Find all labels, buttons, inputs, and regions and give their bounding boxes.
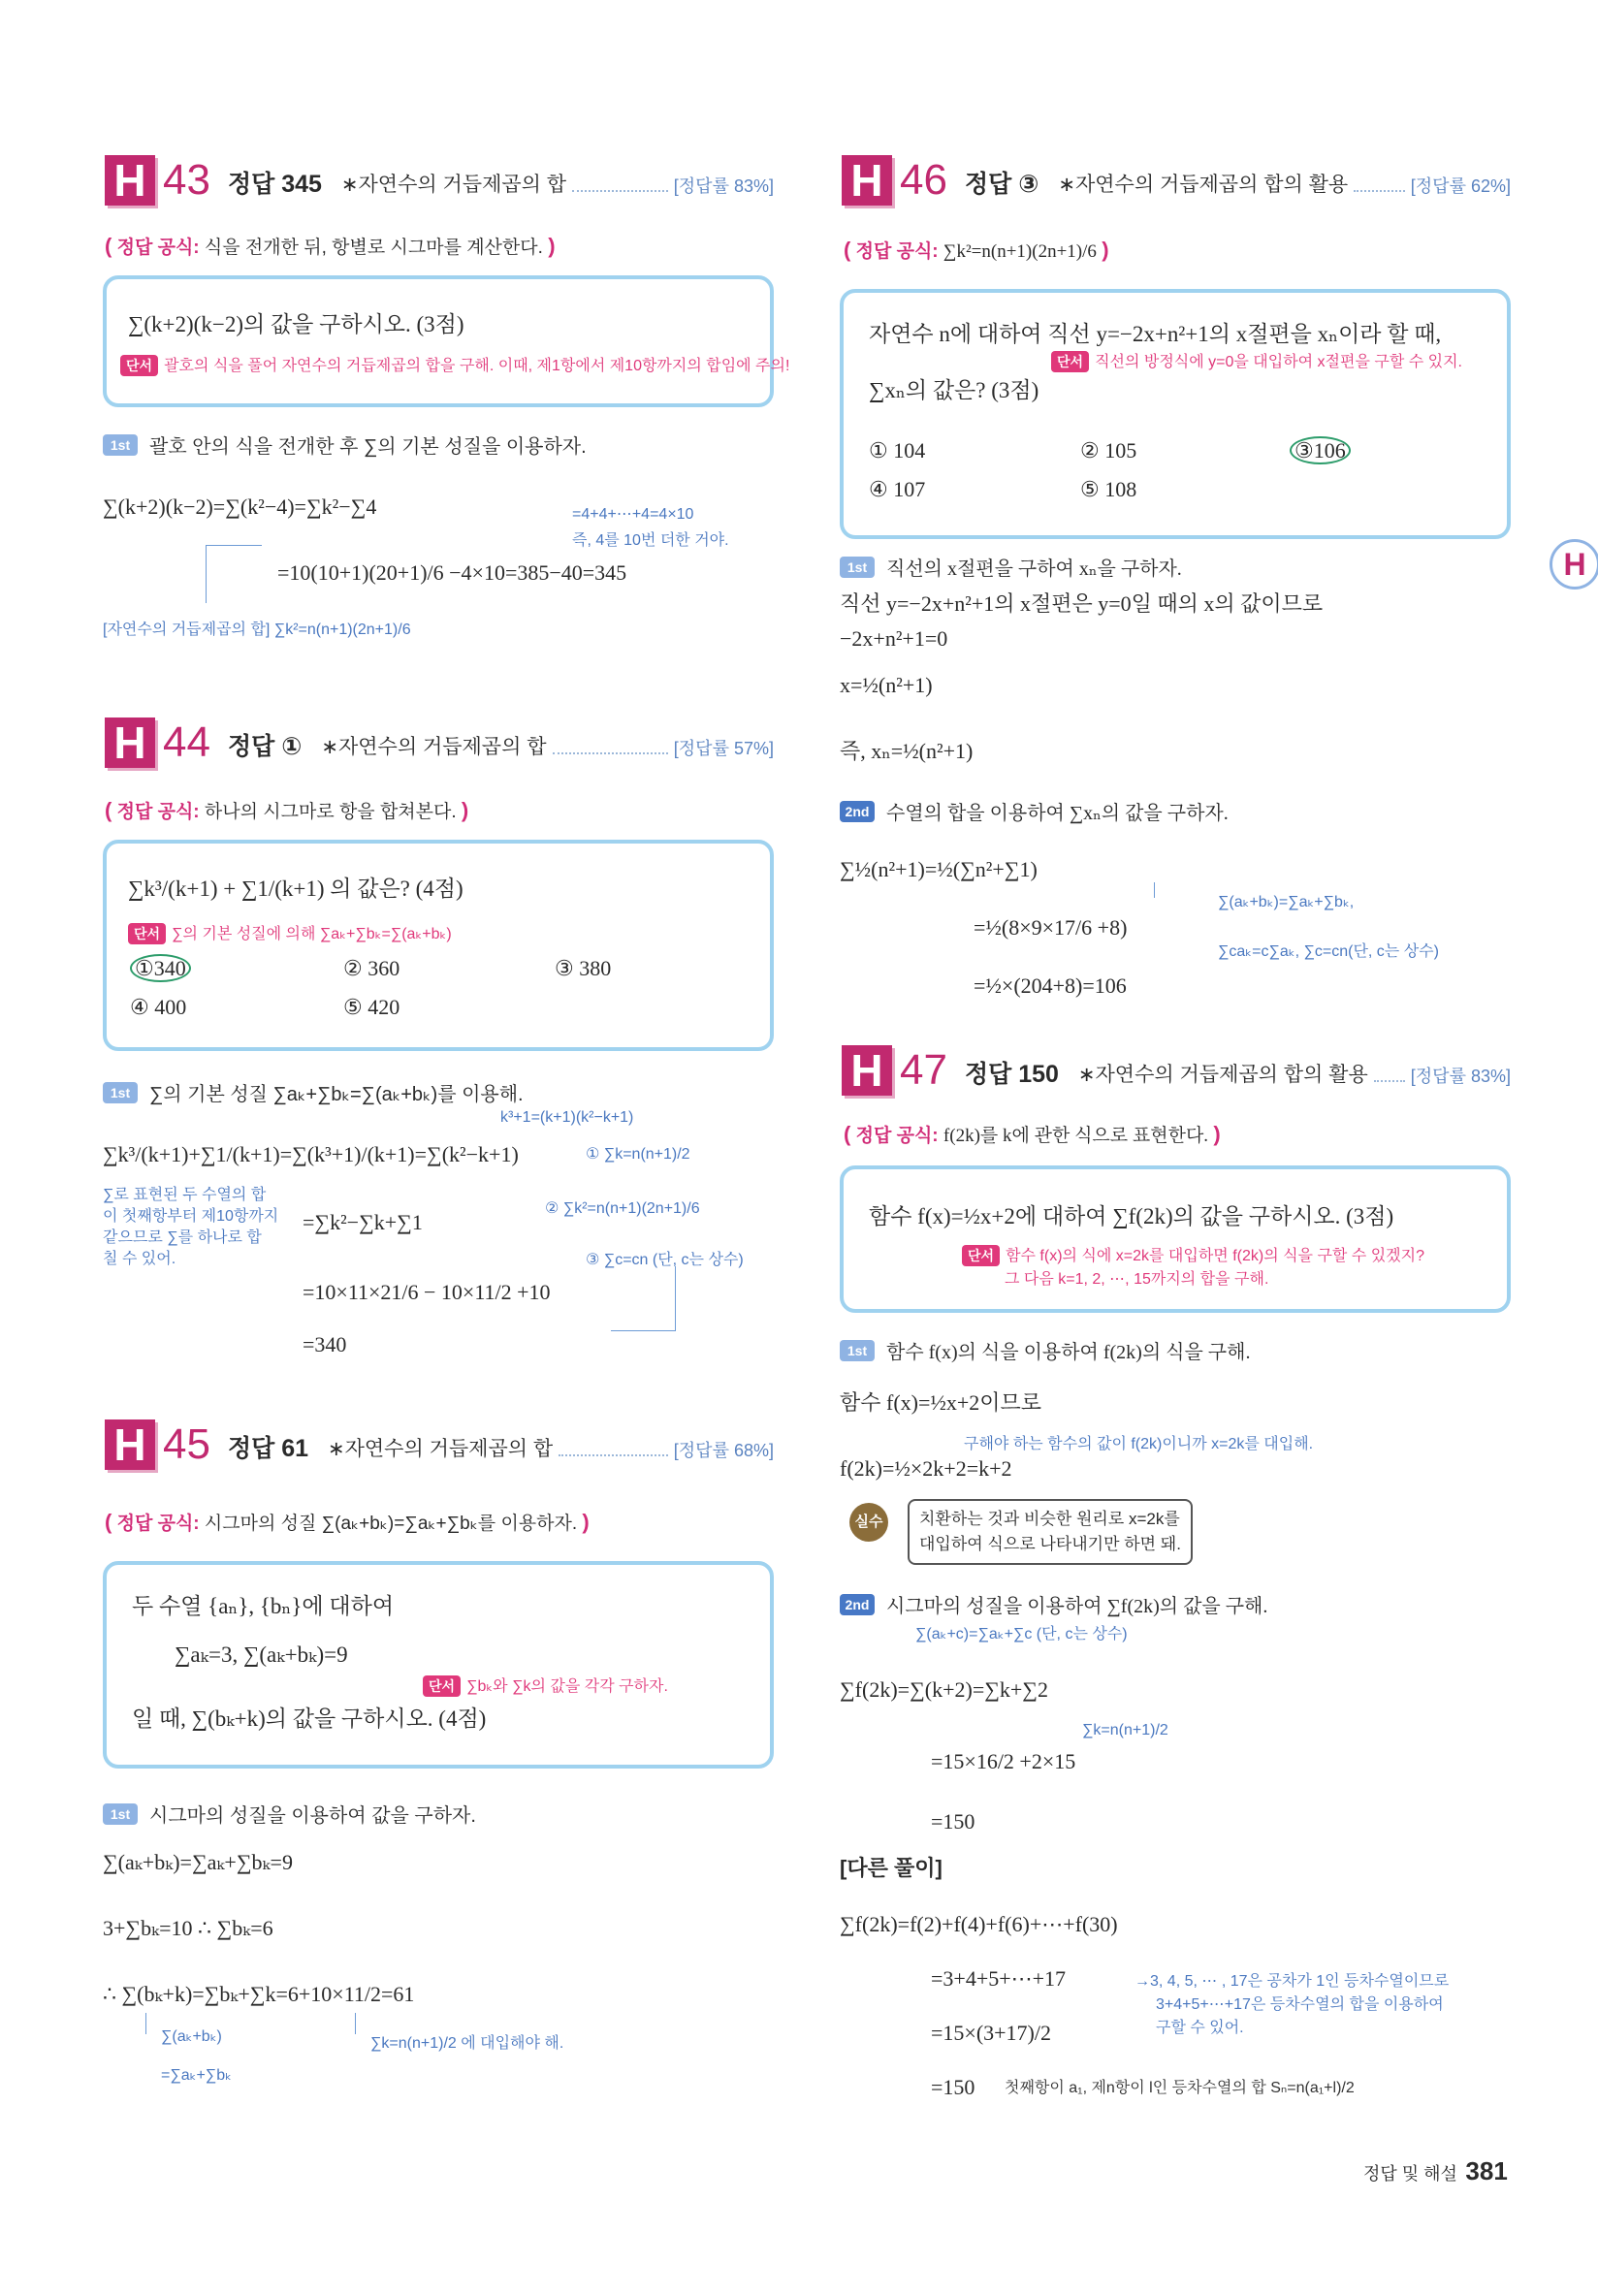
equation: =340 [303, 1332, 347, 1356]
problem-code-badge: H [105, 1419, 155, 1470]
annotation: 3+4+5+⋯+17은 등차수열의 합을 이용하여 [1156, 1996, 1444, 2013]
annotation: ∑caₖ=c∑aₖ, ∑c=cn(단, c는 상수) [1218, 943, 1439, 960]
answer-formula: ( 정답 공식: 시그마의 성질 ∑(aₖ+bₖ)=∑aₖ+∑bₖ를 이용하자. ) [105, 1510, 590, 1534]
question-text: ∑(k+2)(k−2)의 값을 구하시오. (3점) [128, 312, 464, 336]
choice-3[interactable] [1290, 438, 1351, 463]
question-text: 두 수열 {aₙ}, {bₙ}에 대하여 [132, 1594, 395, 1618]
annotation: ∑(aₖ+bₖ) [161, 2028, 222, 2045]
hint-text: 괄호의 식을 풀어 자연수의 거듭제곱의 합을 구해. 이때, 제1항에서 제10항까지의 합임에 주의! [164, 358, 790, 374]
hint [120, 353, 789, 376]
step-2 [840, 797, 1229, 825]
choice-2[interactable]: ② 105 [1080, 438, 1137, 462]
page-number: 381 [1465, 2156, 1508, 2185]
annotation: 구해야 하는 함수의 값이 f(2k)이니까 x=2k를 대입해. [964, 1436, 1314, 1452]
step-1 [103, 1800, 476, 1828]
problem-code-badge: H [105, 718, 155, 768]
formula-label: 정답 공식: [116, 238, 200, 258]
topic-label: ∗자연수의 거듭제곱의 합 [340, 174, 567, 196]
equation: f(2k)=½×2k+2=k+2 [840, 1456, 1012, 1481]
dotted-leader [572, 190, 668, 192]
annotation: k³+1=(k+1)(k²−k+1) [500, 1109, 634, 1126]
side-note [103, 1185, 278, 1270]
step-1 [103, 1078, 524, 1106]
problem-code-badge: H [842, 155, 892, 206]
choice-3[interactable]: ③ 380 [555, 956, 612, 980]
equation: =½(8×9×17/6 +8) [974, 915, 1128, 940]
topic-label: ∗자연수의 거듭제곱의 합의 활용 [1077, 1064, 1368, 1086]
annotation: ③ ∑c=cn (단, c는 상수) [586, 1252, 744, 1268]
hint-line-2: 그 다음 k=1, 2, ⋯, 15까지의 합을 구해. [1005, 1271, 1269, 1288]
step-text: 시그마의 성질을 이용하여 값을 구하자. [149, 1805, 476, 1827]
choice-4[interactable]: ④ 400 [130, 995, 187, 1019]
question-text: 함수 f(x)=½x+2에 대하여 ∑f(2k)의 값을 구하시오. (3점) [869, 1204, 1394, 1228]
bracket-line [206, 545, 262, 546]
question-text: 자연수 n에 대하여 직선 y=−2x+n²+1의 x절편을 xₙ이라 할 때, [869, 322, 1442, 346]
question-text: ∑xₙ의 값은? (3점) [869, 378, 1039, 402]
problem-code-badge: H [842, 1045, 892, 1096]
equation: =15×16/2 +2×15 [931, 1749, 1076, 1773]
formula-text: 시그마의 성질 ∑(aₖ+bₖ)=∑aₖ+∑bₖ를 이용하자. [204, 1514, 578, 1534]
dotted-leader [553, 752, 668, 754]
formula-label: 정답 공식: [855, 241, 939, 262]
problem-code-badge: H [105, 155, 155, 206]
side-note-line: ∑로 표현된 두 수열의 합 [103, 1187, 267, 1203]
step-tag-1st: 1st [103, 1082, 138, 1103]
problem-43-header [105, 155, 774, 206]
answer-label: 정답 345 [227, 171, 322, 198]
problem-44-header [105, 718, 774, 768]
equation: 3+∑bₖ=10 ∴ ∑bₖ=6 [103, 1916, 273, 1940]
question-box [103, 275, 774, 407]
equation: ∴ ∑(bₖ+k)=∑bₖ+∑k=6+10×11/2=61 [103, 1982, 415, 2006]
equation: ∑(aₖ+bₖ)=∑aₖ+∑bₖ=9 [103, 1850, 293, 1874]
annotation: =4+4+⋯+4=4×10 [572, 506, 694, 523]
equation: ∑k³/(k+1)+∑1/(k+1)=∑(k³+1)/(k+1)=∑(k²−k+1) [103, 1142, 519, 1166]
section-tab-h: H [1550, 539, 1598, 590]
problem-47-header [842, 1045, 1511, 1096]
choice-label: ①340 [130, 954, 191, 982]
step-tag-1st: 1st [840, 1340, 875, 1361]
dotted-leader [559, 1454, 668, 1456]
step-1 [840, 553, 1182, 581]
equation: 즉, xₙ=½(n²+1) [840, 739, 974, 763]
annotation: [자연수의 거듭제곱의 합] ∑k²=n(n+1)(2n+1)/6 [103, 622, 411, 638]
equation: =150 [931, 1809, 975, 1834]
choice-5[interactable]: ⑤ 420 [343, 995, 400, 1019]
equation: 함수 f(x)=½x+2이므로 [840, 1390, 1042, 1415]
equation: ∑(k+2)(k−2)=∑(k²−4)=∑k²−∑4 [103, 494, 377, 519]
equation: ∑f(2k)=f(2)+f(4)+f(6)+⋯+f(30) [840, 1912, 1118, 1936]
step-text: 괄호 안의 식을 전개한 후 ∑의 기본 성질을 이용하자. [149, 436, 587, 458]
equation: =10×11×21/6 − 10×11/2 +10 [303, 1280, 551, 1304]
topic-label: ∗자연수의 거듭제곱의 합 [321, 736, 547, 758]
formula-text: ∑k²=n(n+1)(2n+1)/6 [943, 241, 1097, 262]
choice-1[interactable]: ① 104 [869, 438, 926, 462]
hint [423, 1674, 668, 1697]
tip-icon: 실수 [849, 1503, 888, 1542]
step-tag-1st: 1st [840, 557, 875, 578]
choice-2[interactable]: ② 360 [343, 956, 400, 980]
question-text: ∑k³/(k+1) + ∑1/(k+1) 의 값은? (4점) [128, 877, 463, 901]
hint [128, 921, 452, 944]
annotation: 첫째항이 a₁, 제n항이 l인 등차수열의 합 Sₙ=n(a₁+l)/2 [1005, 2080, 1355, 2096]
step-2 [840, 1590, 1267, 1618]
step-tag-2nd: 2nd [840, 1594, 875, 1615]
annotation: ① ∑k=n(n+1)/2 [586, 1146, 690, 1163]
equation: −2x+n²+1=0 [840, 626, 948, 651]
correct-rate: [정답률 68%] [673, 1441, 774, 1460]
formula-label: 정답 공식: [116, 1514, 200, 1534]
annotation: =∑aₖ+∑bₖ [161, 2067, 232, 2084]
equation: =∑k²−∑k+∑1 [303, 1210, 423, 1234]
formula-text: f(2k)를 k에 관한 식으로 표현한다. [943, 1126, 1209, 1146]
hint-tag: 단서 [120, 355, 158, 376]
correct-rate: [정답률 62%] [1410, 176, 1511, 196]
answer-formula: ( 정답 공식: 식을 전개한 뒤, 항별로 시그마를 계산한다. ) [105, 234, 556, 258]
tip-line: 대입하여 식으로 나타내기만 하면 돼. [919, 1535, 1181, 1553]
side-note-line: 같으므로 ∑를 하나로 합 [103, 1229, 262, 1246]
hint-tag: 단서 [962, 1245, 1000, 1266]
annotation: 구할 수 있어. [1156, 2020, 1244, 2036]
problem-45-header [105, 1419, 774, 1470]
annotation: ∑(aₖ+bₖ)=∑aₖ+∑bₖ, [1218, 894, 1355, 910]
topic-label: ∗자연수의 거듭제곱의 합 [328, 1438, 554, 1460]
side-note-line: 이 첫째항부터 제10항까지 [103, 1208, 279, 1225]
answer-formula: ( 정답 공식: 하나의 시그마로 항을 합쳐본다. ) [105, 798, 469, 822]
equation: 직선 y=−2x+n²+1의 x절편은 y=0일 때의 x의 값이므로 [840, 591, 1324, 616]
choice-1[interactable] [130, 956, 191, 981]
problem-number: 45 [163, 1420, 210, 1468]
step-tag-1st: 1st [103, 1803, 138, 1825]
problem-number: 44 [163, 718, 210, 766]
question-text: 일 때, ∑(bₖ+k)의 값을 구하시오. (4점) [132, 1706, 487, 1731]
annotation: →3, 4, 5, ⋯ , 17은 공차가 1인 등차수열이므로 [1135, 1973, 1450, 1990]
dotted-leader [1354, 190, 1405, 192]
hint-text: 직선의 방정식에 y=0을 대입하여 x절편을 구할 수 있지. [1095, 354, 1462, 370]
problem-number: 46 [900, 156, 947, 204]
topic-label: ∗자연수의 거듭제곱의 합의 활용 [1058, 174, 1349, 196]
tip-line: 치환하는 것과 비슷한 원리로 x=2k를 [919, 1510, 1180, 1528]
alternative-solution-heading: [다른 풀이] [840, 1856, 943, 1880]
formula-label: 정답 공식: [855, 1126, 939, 1146]
bracket-line [206, 545, 207, 603]
step-text: 함수 f(x)의 식을 이용하여 f(2k)의 식을 구해. [886, 1342, 1251, 1363]
answer-label: 정답 ① [227, 733, 303, 760]
hint-text: ∑의 기본 성질에 의해 ∑aₖ+∑bₖ=∑(aₖ+bₖ) [172, 926, 452, 942]
equation: =3+4+5+⋯+17 [931, 1966, 1067, 1991]
hint [962, 1243, 1424, 1266]
problem-46-header [842, 155, 1511, 206]
step-1 [840, 1336, 1250, 1364]
answer-label: 정답 150 [964, 1061, 1059, 1088]
tip-box [908, 1499, 1193, 1565]
annotation: ∑(aₖ+c)=∑aₖ+∑c (단, c는 상수) [915, 1626, 1128, 1642]
hint-text: ∑bₖ와 ∑k의 값을 각각 구하자. [466, 1678, 668, 1695]
equation: =10(10+1)(20+1)/6 −4×10=385−40=345 [277, 560, 627, 585]
formula-text: 하나의 시그마로 항을 합쳐본다. [204, 802, 457, 822]
hint [1051, 349, 1462, 372]
correct-rate: [정답률 83%] [1410, 1067, 1511, 1086]
equation: =½×(204+8)=106 [974, 973, 1127, 998]
step-text: 수열의 합을 이용하여 ∑xₙ의 값을 구하자. [886, 803, 1229, 824]
equation: =15×(3+17)/2 [931, 2021, 1051, 2045]
step-tag-2nd: 2nd [840, 801, 875, 822]
hint-tag: 단서 [423, 1675, 461, 1697]
step-text: 직선의 x절편을 구하여 xₙ을 구하자. [886, 558, 1182, 580]
equation: x=½(n²+1) [840, 673, 933, 697]
footer-label: 정답 및 해설 [1363, 2164, 1457, 2184]
bracket-line [1154, 882, 1155, 898]
equation: =150 [931, 2075, 975, 2099]
hint-text: 함수 f(x)의 식에 x=2k를 대입하면 f(2k)의 식을 구할 수 있겠지? [1006, 1248, 1424, 1264]
problem-number: 43 [163, 156, 210, 204]
choice-label: ③106 [1290, 436, 1351, 464]
formula-label: 정답 공식: [116, 802, 200, 822]
choice-4[interactable]: ④ 107 [869, 477, 926, 501]
step-tag-1st: 1st [103, 434, 138, 456]
choice-5[interactable]: ⑤ 108 [1080, 477, 1137, 501]
correct-rate: [정답률 57%] [673, 739, 774, 758]
step-text: 시그마의 성질을 이용하여 ∑f(2k)의 값을 구해. [886, 1596, 1268, 1617]
step-1 [103, 430, 587, 459]
bracket-line [355, 2013, 356, 2034]
annotation: ② ∑k²=n(n+1)(2n+1)/6 [545, 1200, 700, 1217]
answer-formula: ( 정답 공식: ∑k²=n(n+1)(2n+1)/6 ) [844, 238, 1109, 262]
correct-rate: [정답률 83%] [673, 176, 774, 196]
side-note-line: 칠 수 있어. [103, 1251, 176, 1267]
question-text: ∑aₖ=3, ∑(aₖ+bₖ)=9 [175, 1642, 348, 1667]
hint-tag: 단서 [128, 923, 166, 944]
answer-label: 정답 ③ [964, 171, 1039, 198]
equation: ∑½(n²+1)=½(∑n²+∑1) [840, 857, 1038, 881]
step-text: ∑의 기본 성질 ∑aₖ+∑bₖ=∑(aₖ+bₖ)를 이용해. [149, 1084, 524, 1105]
page-footer [1363, 2156, 1508, 2186]
annotation: ∑k=n(n+1)/2 에 대입해야 해. [370, 2035, 564, 2052]
equation: ∑f(2k)=∑(k+2)=∑k+∑2 [840, 1677, 1048, 1702]
hint-tag: 단서 [1051, 351, 1089, 372]
answer-label: 정답 61 [227, 1435, 309, 1462]
formula-text: 식을 전개한 뒤, 항별로 시그마를 계산한다. [204, 238, 543, 258]
problem-number: 47 [900, 1046, 947, 1094]
dotted-leader [1374, 1080, 1405, 1082]
bracket-line [611, 1266, 676, 1331]
bracket-line [145, 2013, 146, 2034]
question-box [840, 1165, 1511, 1313]
answer-formula: ( 정답 공식: f(2k)를 k에 관한 식으로 표현한다. ) [844, 1122, 1221, 1146]
annotation: 즉, 4를 10번 더한 거야. [572, 532, 729, 549]
annotation: ∑k=n(n+1)/2 [1082, 1722, 1168, 1738]
